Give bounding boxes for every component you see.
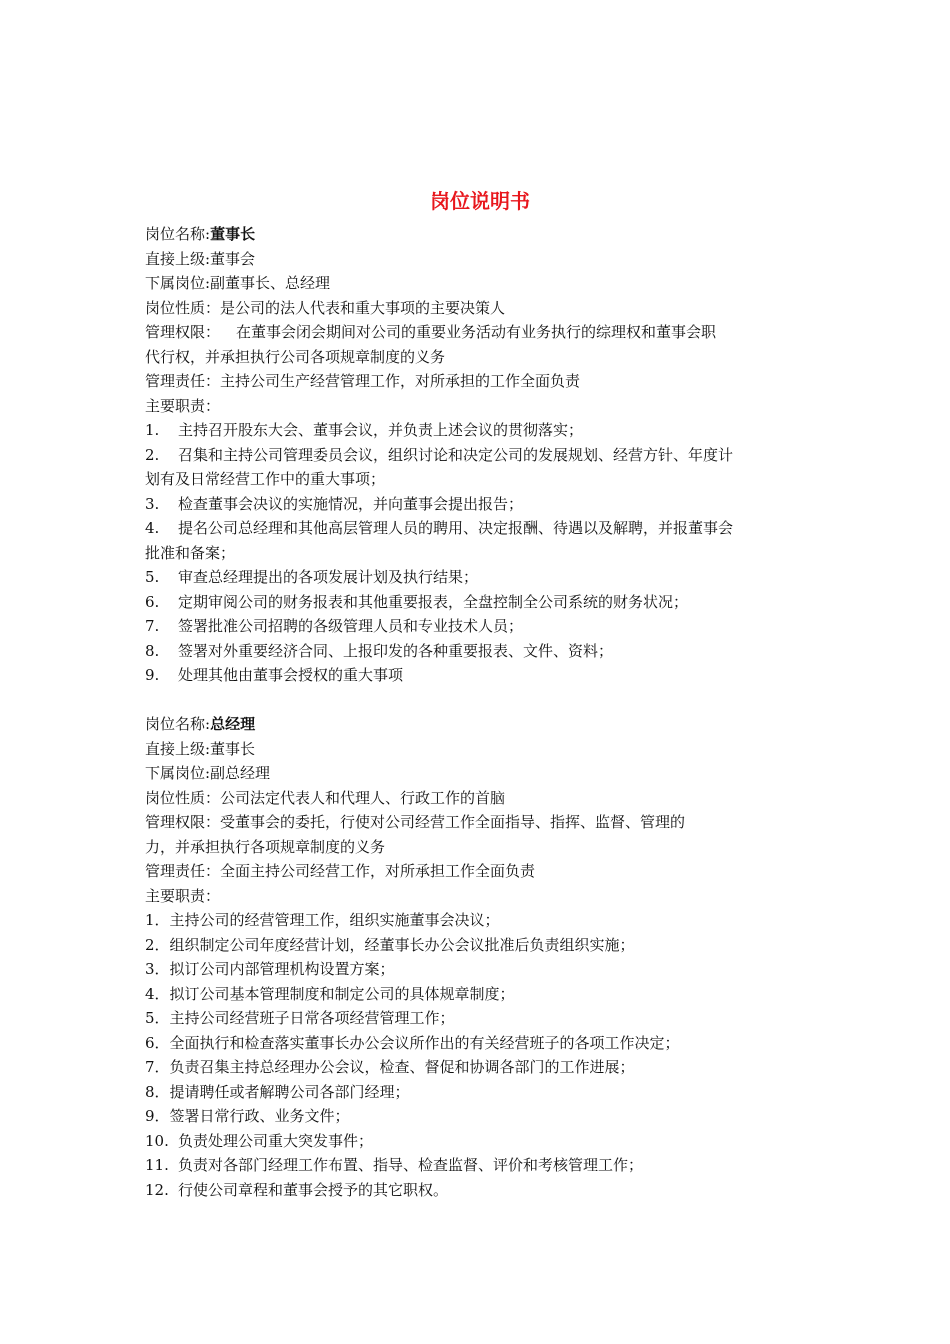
authority-text-1: 在董事会闭会期间对公司的重要业务活动有业务执行的综理权和董事会职: [236, 323, 717, 341]
list-item: 1. 主持召开股东大会、董事会议，并负责上述会议的贯彻落实；: [145, 421, 584, 439]
duties-list: [145, 908, 815, 1202]
document-page: [145, 184, 815, 1202]
subordinate-positions: 下属岗位:副董事长、总经理: [145, 274, 331, 292]
direct-superior: 直接上级:董事长: [145, 739, 256, 758]
section-general-manager: [145, 712, 815, 1202]
direct-superior: 直接上级:董事会: [145, 249, 256, 268]
management-authority: [145, 320, 815, 345]
list-item: 4. 提名公司总经理和其他高层管理人员的聘用、决定报酬、待遇以及解聘，并报董事会: [145, 519, 734, 537]
management-responsibility: 管理责任：主持公司生产经营管理工作，对所承担的工作全面负责: [145, 372, 581, 390]
list-item: 7. 签署批准公司招聘的各级管理人员和专业技术人员；: [145, 617, 524, 635]
list-item: 9. 处理其他由董事会授权的重大事项: [145, 666, 404, 684]
position-nature: 岗位性质：公司法定代表人和代理人、行政工作的首脑: [145, 788, 506, 807]
list-item: 6. 定期审阅公司的财务报表和其他重要报表，全盘控制全公司系统的财务状况；: [145, 592, 689, 611]
list-item: 2．组织制定公司年度经营计划，经董事长办公会议批准后负责组织实施；: [145, 935, 635, 954]
document-title: 岗位说明书: [430, 189, 530, 213]
position-nature: 岗位性质：是公司的法人代表和重大事项的主要决策人: [145, 298, 506, 317]
authority-label: 管理权限：: [145, 323, 221, 341]
position-name-line: [145, 222, 815, 247]
list-item: 7．负责召集主持总经理办公会议，检查、督促和协调各部门的工作进展；: [145, 1058, 635, 1076]
duties-label: 主要职责：: [145, 396, 221, 415]
section-gap: [145, 688, 815, 713]
management-authority: 管理权限：受董事会的委托，行使对公司经营工作全面指导、指挥、监督、管理的: [145, 813, 686, 831]
duties-label: 主要职责：: [145, 886, 221, 905]
position-name-line: [145, 712, 815, 737]
list-item: 5．主持公司经营班子日常各项经营管理工作；: [145, 1009, 455, 1027]
duties-list: [145, 418, 815, 688]
list-item: 3. 检查董事会决议的实施情况，并向董事会提出报告；: [145, 494, 524, 513]
list-item: 6．全面执行和检查落实董事长办公会议所作出的有关经营班子的各项工作决定；: [145, 1033, 680, 1052]
section-chairman: [145, 222, 815, 688]
authority-text-2: 力，并承担执行各项规章制度的义务: [145, 837, 386, 856]
position-name-label: 岗位名称:: [145, 225, 211, 243]
position-name-label: 岗位名称:: [145, 715, 211, 733]
list-item: 9．签署日常行政、业务文件；: [145, 1107, 350, 1125]
list-item-continuation: 批准和备案；: [145, 543, 236, 562]
authority-text-2: 代行权，并承担执行公司各项规章制度的义务: [145, 347, 446, 366]
list-item: 8. 签署对外重要经济合同、上报印发的各种重要报表、文件、资料；: [145, 641, 614, 660]
management-responsibility: 管理责任：全面主持公司经营工作，对所承担工作全面负责: [145, 862, 536, 880]
list-item: 12. 行使公司章程和董事会授予的其它职权。: [145, 1180, 449, 1199]
list-item: 10. 负责处理公司重大突发事件；: [145, 1131, 374, 1150]
list-item: 11. 负责对各部门经理工作布置、指导、检查监督、评价和考核管理工作；: [145, 1156, 644, 1174]
list-item: 1．主持公司的经营管理工作，组织实施董事会决议；: [145, 911, 500, 929]
position-name-value: 总经理: [210, 715, 256, 733]
subordinate-positions: 下属岗位:副总经理: [145, 764, 271, 782]
list-item: 4．拟订公司基本管理制度和制定公司的具体规章制度；: [145, 984, 515, 1003]
list-item: 5. 审查总经理提出的各项发展计划及执行结果；: [145, 568, 479, 586]
list-item: 3．拟订公司内部管理机构设置方案；: [145, 960, 395, 978]
position-name-value: 董事长: [210, 225, 256, 243]
list-item-continuation: 划有及日常经营工作中的重大事项；: [145, 470, 386, 488]
list-item: 2. 召集和主持公司管理委员会议，组织讨论和决定公司的发展规划、经营方针、年度计: [145, 445, 734, 464]
list-item: 8．提请聘任或者解聘公司各部门经理；: [145, 1082, 410, 1101]
